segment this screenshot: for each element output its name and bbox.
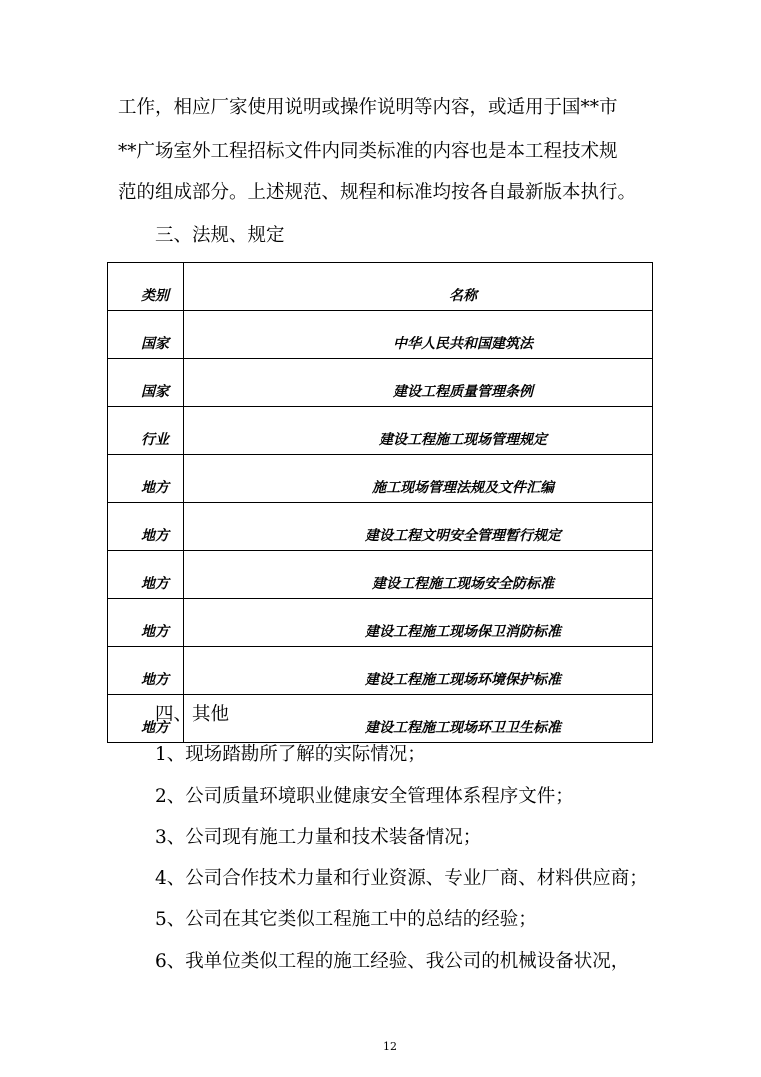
list-item: 3、公司现有施工力量和技术装备情况； — [155, 827, 482, 848]
table-row — [108, 311, 653, 359]
name-cell: 中华人民共和国建筑法 — [184, 311, 653, 359]
category-cell: 国家 — [108, 311, 184, 359]
regulations-table — [107, 262, 653, 743]
table-row — [108, 455, 653, 503]
paragraph-line: **广场室外工程招标文件内同类标准的内容也是本工程技术规 — [118, 141, 618, 162]
table-row — [108, 551, 653, 599]
name-cell: 建设工程施工现场安全防标准 — [184, 551, 653, 599]
category-cell: 国家 — [108, 359, 184, 407]
name-cell: 建设工程施工现场环境保护标准 — [184, 647, 653, 695]
section-heading: 四、其他 — [155, 704, 230, 725]
section-heading: 三、法规、规定 — [155, 225, 285, 246]
category-cell: 行业 — [108, 407, 184, 455]
page-number: 12 — [383, 1040, 397, 1053]
name-cell: 建设工程文明安全管理暂行规定 — [184, 503, 653, 551]
list-item: 4、公司合作技术力量和行业资源、专业厂商、材料供应商； — [155, 868, 648, 889]
table-row — [108, 647, 653, 695]
category-cell: 地方 — [108, 455, 184, 503]
category-cell: 地方 — [108, 647, 184, 695]
paragraph-line: 范的组成部分。上述规范、规程和标准均按各自最新版本执行。 — [118, 182, 637, 203]
category-cell: 地方 — [108, 503, 184, 551]
name-cell: 建设工程施工现场环卫卫生标准 — [184, 695, 653, 743]
header-name: 名称 — [184, 263, 653, 311]
list-item: 5、公司在其它类似工程施工中的总结的经验； — [155, 909, 537, 930]
table-header-row — [108, 263, 653, 311]
table-row — [108, 599, 653, 647]
name-cell: 建设工程质量管理条例 — [184, 359, 653, 407]
list-item: 2、公司质量环境职业健康安全管理体系程序文件； — [155, 786, 574, 807]
table-row — [108, 407, 653, 455]
category-cell: 地方 — [108, 551, 184, 599]
list-item: 6、我单位类似工程的施工经验、我公司的机械设备状况， — [155, 951, 630, 972]
category-cell: 地方 — [108, 695, 184, 743]
name-cell: 施工现场管理法规及文件汇编 — [184, 455, 653, 503]
name-cell: 建设工程施工现场保卫消防标准 — [184, 599, 653, 647]
table-row — [108, 503, 653, 551]
category-cell: 地方 — [108, 599, 184, 647]
list-item: 1、现场踏勘所了解的实际情况； — [155, 744, 426, 765]
header-category: 类别 — [108, 263, 184, 311]
paragraph-line: 工作，相应厂家使用说明或操作说明等内容，或适用于国**市 — [118, 97, 618, 118]
name-cell: 建设工程施工现场管理规定 — [184, 407, 653, 455]
table-row — [108, 359, 653, 407]
